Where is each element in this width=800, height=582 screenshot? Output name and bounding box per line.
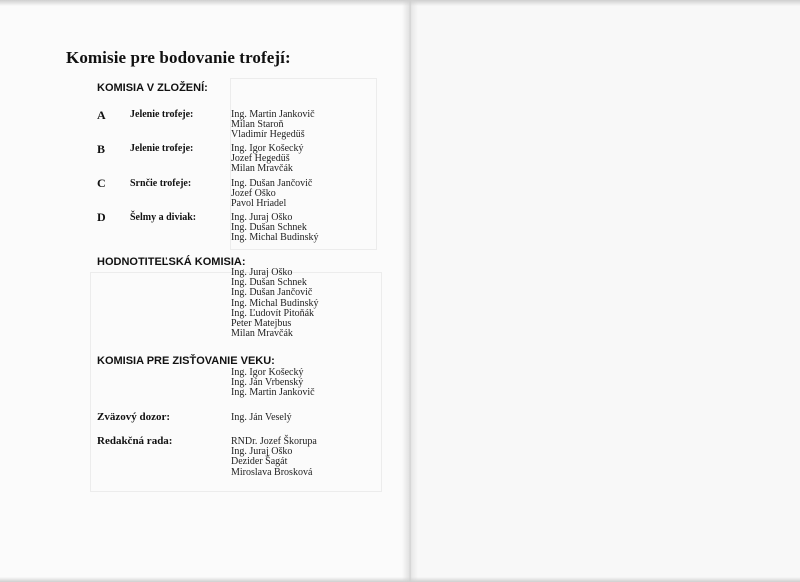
group-members <box>231 144 303 175</box>
group-label: Jelenie trofeje: <box>130 109 194 120</box>
member-name: Jozef Hegedüš <box>231 153 290 165</box>
evaluation-members <box>231 268 319 339</box>
member-name: Milan Staroň <box>231 119 284 131</box>
member-name: Ing. Ján Vrbenský <box>231 377 304 389</box>
member-name: Milan Mravčák <box>231 328 293 340</box>
supervision-label: Zväzový dozor: <box>97 411 171 423</box>
book-gutter <box>402 0 418 582</box>
member-name: Vladimír Hegedüš <box>231 129 305 141</box>
member-name: Ing. Martin Jankovič <box>231 109 315 120</box>
group-letter: C <box>97 176 106 190</box>
group-letter: A <box>97 108 106 122</box>
group-label: Jelenie trofeje: <box>130 143 194 154</box>
group-letter: B <box>97 142 106 156</box>
member-name: Ing. Juraj Oško <box>231 267 293 278</box>
member-name: Pavol Hriadel <box>231 198 287 210</box>
member-name: Ing. Dušan Jančovič <box>231 287 313 299</box>
age-members <box>231 368 315 399</box>
member-name: Ing. Martin Jankovič <box>231 387 315 399</box>
member-name: Ing. Juraj Oško <box>231 212 293 223</box>
editorial-board-members <box>231 437 317 478</box>
member-name: Peter Matejbus <box>231 317 292 329</box>
group-members <box>231 110 315 141</box>
bottom-edge-shadow <box>0 577 800 582</box>
member-name: Ing. Dušan Jančovič <box>231 178 313 189</box>
section-heading-composition: KOMISIA V ZLOŽENÍ: <box>97 82 208 94</box>
group-label: Šelmy a diviak: <box>130 212 197 223</box>
section-heading-evaluation: HODNOTITEĽSKÁ KOMISIA: <box>97 256 246 268</box>
group-letter: D <box>97 210 106 224</box>
member-name: Ing. Igor Košecký <box>231 143 304 154</box>
member-name: Ing. Igor Košecký <box>231 367 304 378</box>
member-name: Ing. Michal Budinský <box>231 297 319 309</box>
group-label: Srnčie trofeje: <box>130 178 192 189</box>
page-title: Komisie pre bodovanie trofejí: <box>66 48 291 67</box>
group-members <box>231 179 312 210</box>
member-name: Ing. Ľudovít Pitoňák <box>231 307 315 319</box>
member-name: Ing. Ján Veselý <box>231 412 292 423</box>
member-name: Jozef Oško <box>231 188 276 200</box>
member-name: Ing. Juraj Oško <box>231 446 293 458</box>
editorial-board-label: Redakčná rada: <box>97 435 173 447</box>
right-page <box>410 0 800 582</box>
member-name: Milan Mravčák <box>231 163 293 175</box>
member-name: Miroslava Brosková <box>231 466 313 478</box>
group-members <box>231 213 319 244</box>
section-heading-age: KOMISIA PRE ZISŤOVANIE VEKU: <box>97 355 275 367</box>
member-name: Ing. Dušan Schnek <box>231 277 307 289</box>
member-name: Dezider Šagát <box>231 456 288 468</box>
member-name: RNDr. Jozef Škorupa <box>231 436 317 447</box>
top-edge-shadow <box>0 0 800 6</box>
member-name: Ing. Dušan Schnek <box>231 222 307 234</box>
supervision-members <box>231 413 292 423</box>
member-name: Ing. Michal Budinský <box>231 232 319 244</box>
